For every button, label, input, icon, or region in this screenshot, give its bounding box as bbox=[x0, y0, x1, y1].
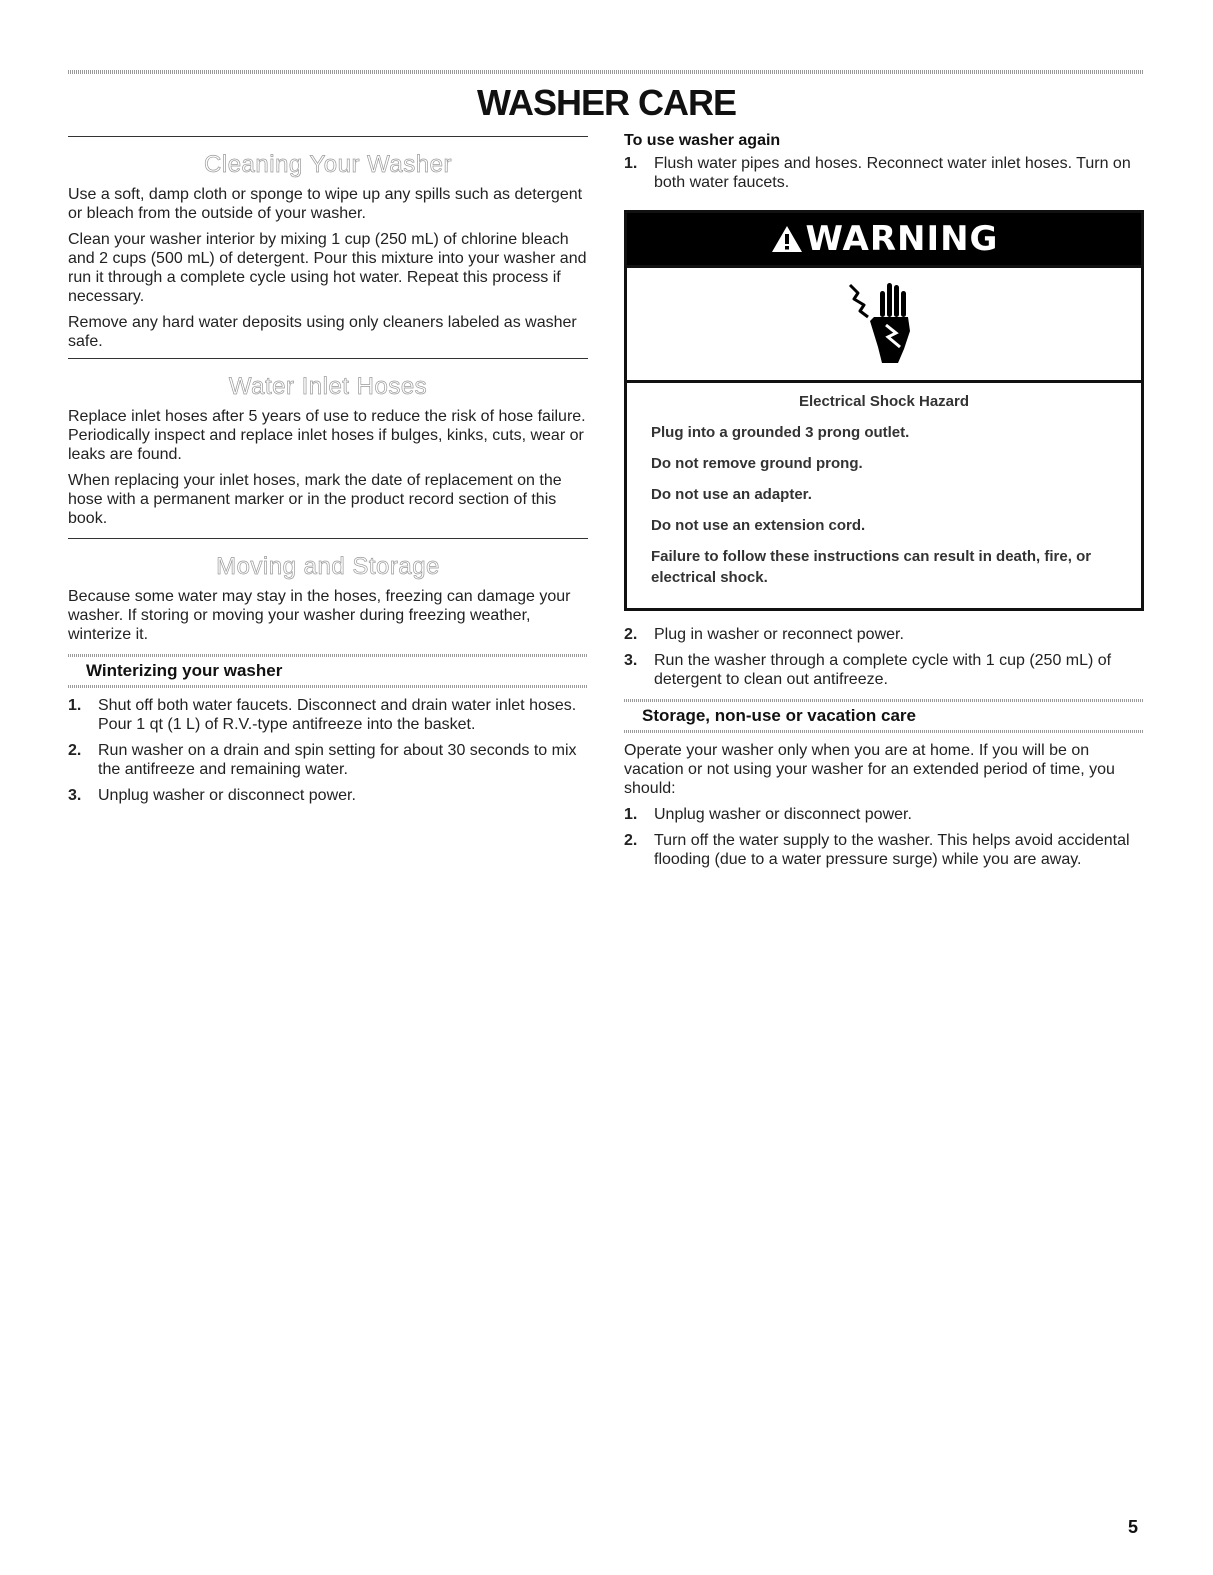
step-number: 1. bbox=[68, 697, 82, 714]
warning-instruction: Do not remove ground prong. bbox=[651, 455, 863, 472]
step-text: Unplug washer or disconnect power. bbox=[654, 806, 912, 823]
list-item bbox=[68, 741, 588, 779]
section-heading-moving: Moving and Storage bbox=[216, 553, 440, 580]
alert-triangle-icon bbox=[770, 224, 804, 254]
left-column bbox=[68, 132, 588, 812]
step-text: Turn off the water supply to the washer. This helps avoid accidental flooding (due to a water pressure surge) while you are away. bbox=[654, 832, 1130, 868]
warning-banner bbox=[627, 213, 1141, 268]
warning-instruction: Failure to follow these instructions can result in death, fire, or electrical shock. bbox=[651, 548, 1092, 586]
list-item bbox=[624, 625, 1144, 644]
subsection-heading-winterizing: Winterizing your washer bbox=[86, 661, 283, 680]
top-dotted-rule bbox=[68, 70, 1144, 74]
subsection-heading-storage: Storage, non-use or vacation care bbox=[642, 706, 916, 725]
warning-banner-text: WARNING bbox=[805, 219, 999, 259]
step-number: 1. bbox=[624, 155, 638, 172]
storage-steps bbox=[624, 805, 1144, 869]
paragraph: Operate your washer only when you are at home. If you will be on vacation or not using your washer for an extended period of time, you should: bbox=[624, 742, 1115, 797]
step-text: Plug in washer or reconnect power. bbox=[654, 626, 904, 643]
subsection-rule bbox=[624, 730, 1144, 733]
section-heading-cleaning: Cleaning Your Washer bbox=[204, 151, 452, 178]
use-again-steps bbox=[624, 154, 1144, 192]
step-number: 2. bbox=[68, 742, 82, 759]
step-number: 2. bbox=[624, 626, 638, 643]
subsection-heading-use-again: To use washer again bbox=[624, 132, 781, 149]
warning-box bbox=[624, 210, 1144, 611]
step-text: Flush water pipes and hoses. Reconnect water inlet hoses. Turn on both water faucets. bbox=[654, 155, 1131, 191]
step-text: Shut off both water faucets. Disconnect and drain water inlet hoses. Pour 1 qt (1 L) of R.V.-type antifreeze into the basket. bbox=[98, 697, 577, 733]
paragraph: Use a soft, damp cloth or sponge to wipe up any spills such as detergent or bleach from the outside of your washer. bbox=[68, 186, 583, 222]
step-number: 3. bbox=[68, 787, 82, 804]
warning-instruction: Do not use an extension cord. bbox=[651, 517, 866, 534]
paragraph: Remove any hard water deposits using only cleaners labeled as washer safe. bbox=[68, 314, 577, 350]
warning-text bbox=[627, 383, 1141, 608]
list-item bbox=[68, 696, 588, 734]
section-divider bbox=[68, 358, 588, 359]
step-number: 3. bbox=[624, 652, 638, 669]
list-item bbox=[624, 154, 1144, 192]
step-number: 1. bbox=[624, 806, 638, 823]
page-number: 5 bbox=[1128, 1517, 1139, 1537]
electrical-shock-icon bbox=[844, 281, 924, 367]
section-divider bbox=[68, 136, 588, 137]
list-item bbox=[624, 805, 1144, 824]
warning-instruction: Plug into a grounded 3 prong outlet. bbox=[651, 424, 910, 441]
paragraph: Because some water may stay in the hoses, freezing can damage your washer. If storing or moving your washer during freezing weather, winterize it. bbox=[68, 588, 571, 643]
warning-instruction: Do not use an adapter. bbox=[651, 486, 812, 503]
hazard-pictogram bbox=[627, 268, 1141, 383]
subsection-rule bbox=[68, 654, 588, 657]
step-text: Unplug washer or disconnect power. bbox=[98, 787, 356, 804]
step-text: Run the washer through a complete cycle with 1 cup (250 mL) of detergent to clean out antifreeze. bbox=[654, 652, 1112, 688]
use-again-steps-continued bbox=[624, 625, 1144, 689]
subsection-rule bbox=[624, 699, 1144, 702]
section-heading-hoses: Water Inlet Hoses bbox=[228, 373, 428, 400]
list-item bbox=[624, 831, 1144, 869]
page-title: WASHER CARE bbox=[476, 82, 737, 123]
hazard-name: Electrical Shock Hazard bbox=[798, 393, 970, 410]
winterizing-steps bbox=[68, 696, 588, 805]
paragraph: Clean your washer interior by mixing 1 cup (250 mL) of chlorine bleach and 2 cups (500 mL) of detergent. Pour this mixture into your washer and run it through a complete cycle using hot water. Repeat this process if necessary. bbox=[68, 231, 587, 305]
subsection-rule bbox=[68, 685, 588, 688]
paragraph: Replace inlet hoses after 5 years of use to reduce the risk of hose failure. Periodically inspect and replace inlet hoses if bulges, kinks, cuts, wear or leaks are found. bbox=[68, 408, 586, 463]
step-text: Run washer on a drain and spin setting for about 30 seconds to mix the antifreeze and remaining water. bbox=[98, 742, 577, 778]
right-column bbox=[624, 132, 1144, 876]
section-divider bbox=[68, 538, 588, 539]
list-item bbox=[624, 651, 1144, 689]
paragraph: When replacing your inlet hoses, mark the date of replacement on the hose with a permanent marker or in the product record section of this book. bbox=[68, 472, 562, 527]
step-number: 2. bbox=[624, 832, 638, 849]
list-item bbox=[68, 786, 588, 805]
